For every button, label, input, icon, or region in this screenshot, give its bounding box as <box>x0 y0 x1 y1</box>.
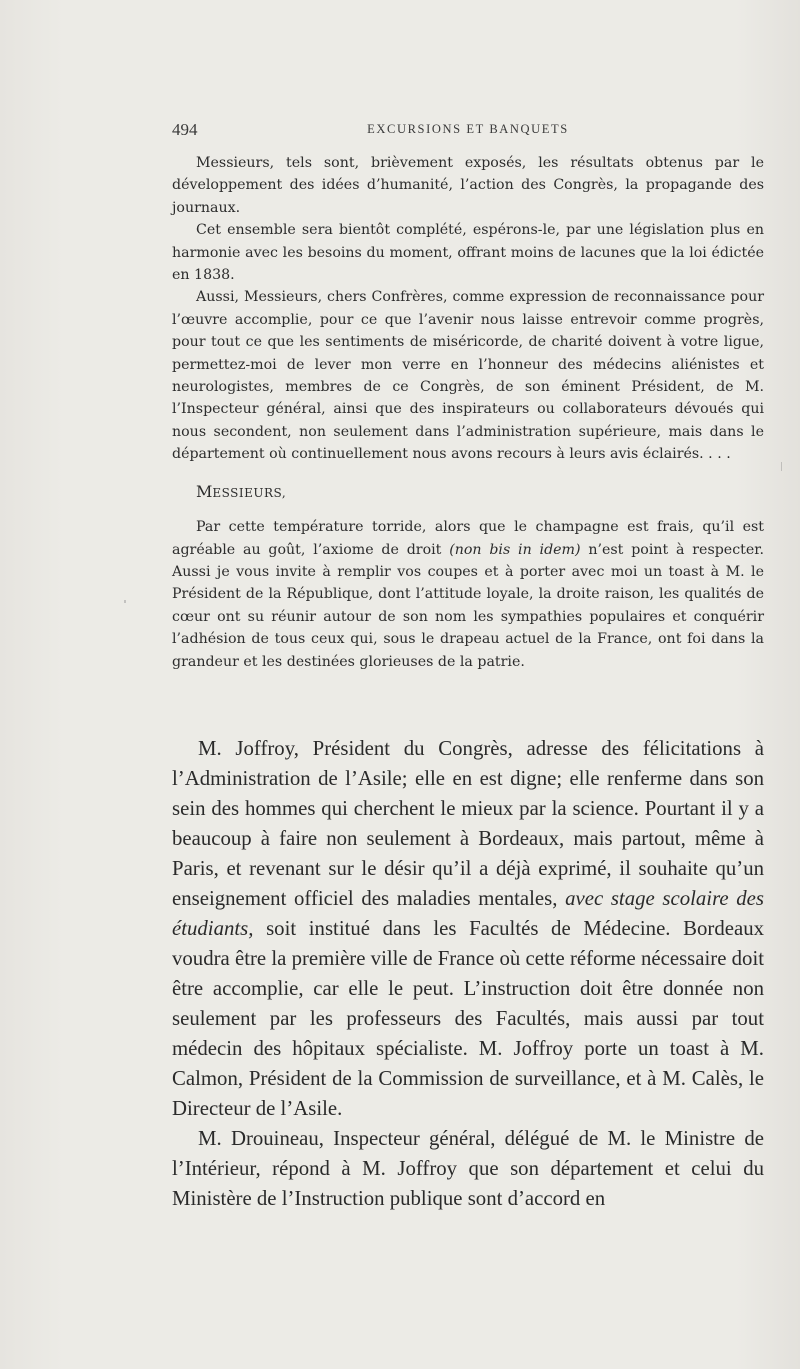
report-paragraph-1-end: soit institué dans les Facultés de Médecine. Bordeaux voudra être la première ville de France où cette réforme nécessaire doit être accomplie, car elle le peut. L’instruction doit être donnée non seulement par les professeurs des Facultés, mais aussi par tout médecin des hôpitaux spécialiste. M. Joffroy porte un toast à M. Calmon, Président de la Commission de surveillance, et à M. Calès, le Directeur de l’Asile. <box>172 917 764 1120</box>
speech-paragraph-4-end: n’est point à respecter. Aussi je vous invite à remplir vos coupes et à porter avec moi un toast à M. le Président de la République, dont l’attitude loyale, la droite raison, les qualités de cœur ont su réunir autour de son nom les sympathies populaires et conquérir l’adhésion de tous ceux qui, sous le drapeau actuel de la France, ont foi dans la grandeur et les destinées glorieuses de la patrie. <box>172 541 764 670</box>
report-paragraph-2: M. Drouineau, Inspecteur général, délégué de M. le Ministre de l’Intérieur, répond à M. Joffroy que son département et celui du Ministère de l’Instruction publique sont d’accord en <box>172 1127 764 1210</box>
report-paragraph-1 <box>172 734 764 1124</box>
speech-paragraph-2: Cet ensemble sera bientôt complété, espérons-le, par une législation plus en harmonie avec les besoins du moment, offrant moins de lacunes que la loi édictée en 1838. <box>172 222 764 284</box>
speech-paragraph-4-start: Par cette température torride, alors que le champagne est frais, qu’il est agréable au goût, l’axiome de droit <box>172 519 764 558</box>
margin-speck <box>124 600 126 603</box>
speech-text <box>172 152 764 673</box>
salutation-initial: M <box>196 481 213 501</box>
speech-paragraph-3: Aussi, Messieurs, chers Confrères, comme expression de reconnaissance pour l’œuvre accomplie, pour ce que l’avenir nous laisse entrevoir comme progrès, pour tout ce que les sentiments de miséricorde, de charité doivent à votre ligue, permettez-moi de lever mon verre en l’honneur des médecins aliénistes et neurologistes, membres de ce Congrès, de son éminent Président, de M. l’Inspecteur général, ainsi que des inspirateurs ou collaborateurs dévoués qui nous secondent, non seulement dans l’administration supérieure, mais dans le département où continuellement nous avons recours à leurs avis éclairés. . . . <box>172 289 764 463</box>
salutation <box>172 481 764 504</box>
speech-paragraph-4 <box>172 516 764 673</box>
page-number: 494 <box>172 120 198 139</box>
latin-maxim: (non bis in idem) <box>449 541 581 558</box>
report-paragraph-1-start: M. Joffroy, Président du Congrès, adresse des félicitations à l’Administration de l’Asile; elle en est digne; elle renferme dans son sein des hommes qui cherchent le mieux par la science. Pourtant il y a beaucoup à faire non seulement à Bordeaux, mais partout, même à Paris, et revenant sur le désir qu’il a déjà exprimé, il souhaite qu’un enseignement officiel des maladies mentales, <box>172 737 764 910</box>
report-italic-phrase: avec stage scolaire des étudiants, <box>172 887 764 940</box>
page-header <box>172 120 764 142</box>
speech-paragraph-1: Messieurs, tels sont, brièvement exposés, les résultats obtenus par le développement des idées d’humanité, l’action des Congrès, la propagande des journaux. <box>172 155 764 216</box>
salutation-rest: ESSIEURS, <box>212 485 287 500</box>
report-text <box>172 734 764 1214</box>
margin-speck <box>781 462 782 471</box>
running-title: EXCURSIONS ET BANQUETS <box>367 122 569 136</box>
